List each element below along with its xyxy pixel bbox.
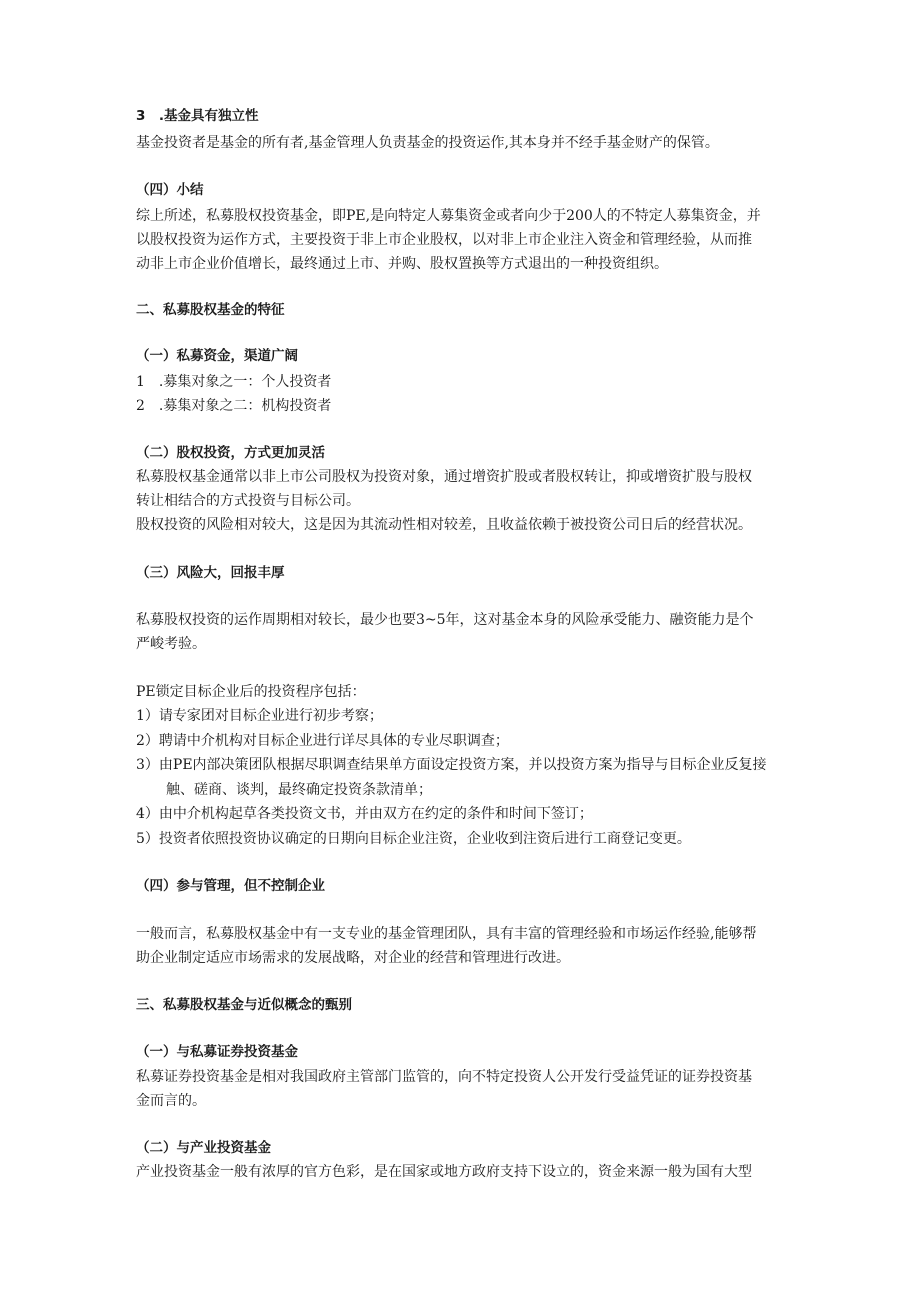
- paragraph-line: 严峻考验。: [136, 636, 206, 652]
- section-heading: 三、私募股权基金与近似概念的甄别: [136, 997, 352, 1013]
- list-item-continuation: 触、磋商、谈判，最终确定投资条款清单；: [166, 782, 432, 798]
- paragraph: 基金投资者是基金的所有者,基金管理人负责基金的投资运作,其本身并不经手基金财产的保管。: [136, 135, 719, 151]
- list-item: 2）聘请中介机构对目标企业进行详尽具体的专业尽职调查；: [136, 733, 509, 749]
- paragraph-line: 私募股权投资的运作周期相对较长，最少也要3~5年，这对基金本身的风险承受能力、融资能力是个: [136, 612, 754, 628]
- summary-heading: （四）小结: [136, 182, 204, 198]
- paragraph-line: 私募股权基金通常以非上市公司股权为投资对象，通过增资扩股或者股权转让，抑或增资扩股与股权: [136, 469, 752, 485]
- paragraph-line: 综上所述，私募股权投资基金，即PE,是向特定人募集资金或者向少于200人的不特定人募集资金，并: [136, 208, 761, 224]
- section-heading: 二、私募股权基金的特征: [136, 302, 285, 318]
- subsection-heading: （一）与私募证券投资基金: [136, 1044, 298, 1060]
- paragraph-line: 金而言的。: [136, 1093, 206, 1109]
- paragraph-line: 股权投资的风险相对较大，这是因为其流动性相对较差，且收益依赖于被投资公司日后的经营状况。: [136, 517, 752, 533]
- paragraph-line: PE锁定目标企业后的投资程序包括：: [136, 684, 366, 700]
- list-item: 1）请专家团对目标企业进行初步考察；: [136, 708, 383, 724]
- section-3-heading: 3 .基金具有独立性: [136, 108, 259, 124]
- paragraph-line: 以股权投资为运作方式，主要投资于非上市企业股权，以对非上市企业注入资金和管理经验，从而推: [136, 232, 752, 248]
- paragraph-line: 产业投资基金一般有浓厚的官方色彩，是在国家或地方政府支持下设立的，资金来源一般为国有大型: [136, 1164, 752, 1180]
- paragraph-line: 助企业制定适应市场需求的发展战略，对企业的经营和管理进行改进。: [136, 950, 570, 966]
- paragraph-line: 一般而言，私募股权基金中有一支专业的基金管理团队，具有丰富的管理经验和市场运作经验,能够帮: [136, 926, 757, 942]
- list-item: 3）由PE内部决策团队根据尽职调查结果单方面设定投资方案，并以投资方案为指导与目标企业反复接: [136, 757, 767, 773]
- list-item: 5）投资者依照投资协议确定的日期向目标企业注资，企业收到注资后进行工商登记变更。: [136, 831, 691, 847]
- subsection-heading: （四）参与管理，但不控制企业: [136, 878, 325, 894]
- list-item: 2 .募集对象之二：机构投资者: [136, 398, 332, 414]
- subsection-heading: （三）风险大，回报丰厚: [136, 565, 285, 581]
- subsection-heading: （二）与产业投资基金: [136, 1140, 271, 1156]
- list-item: 1 .募集对象之一：个人投资者: [136, 374, 332, 390]
- subsection-heading: （二）股权投资，方式更加灵活: [136, 445, 325, 461]
- paragraph-line: 动非上市企业价值增长，最终通过上市、并购、股权置换等方式退出的一种投资组织。: [136, 256, 668, 272]
- list-item: 4）由中介机构起草各类投资文书，并由双方在约定的条件和时间下签订；: [136, 806, 593, 822]
- subsection-heading: （一）私募资金，渠道广阔: [136, 348, 298, 364]
- paragraph-line: 私募证券投资基金是相对我国政府主管部门监管的，向不特定投资人公开发行受益凭证的证券投资基: [136, 1069, 752, 1085]
- paragraph-line: 转让相结合的方式投资与目标公司。: [136, 493, 360, 509]
